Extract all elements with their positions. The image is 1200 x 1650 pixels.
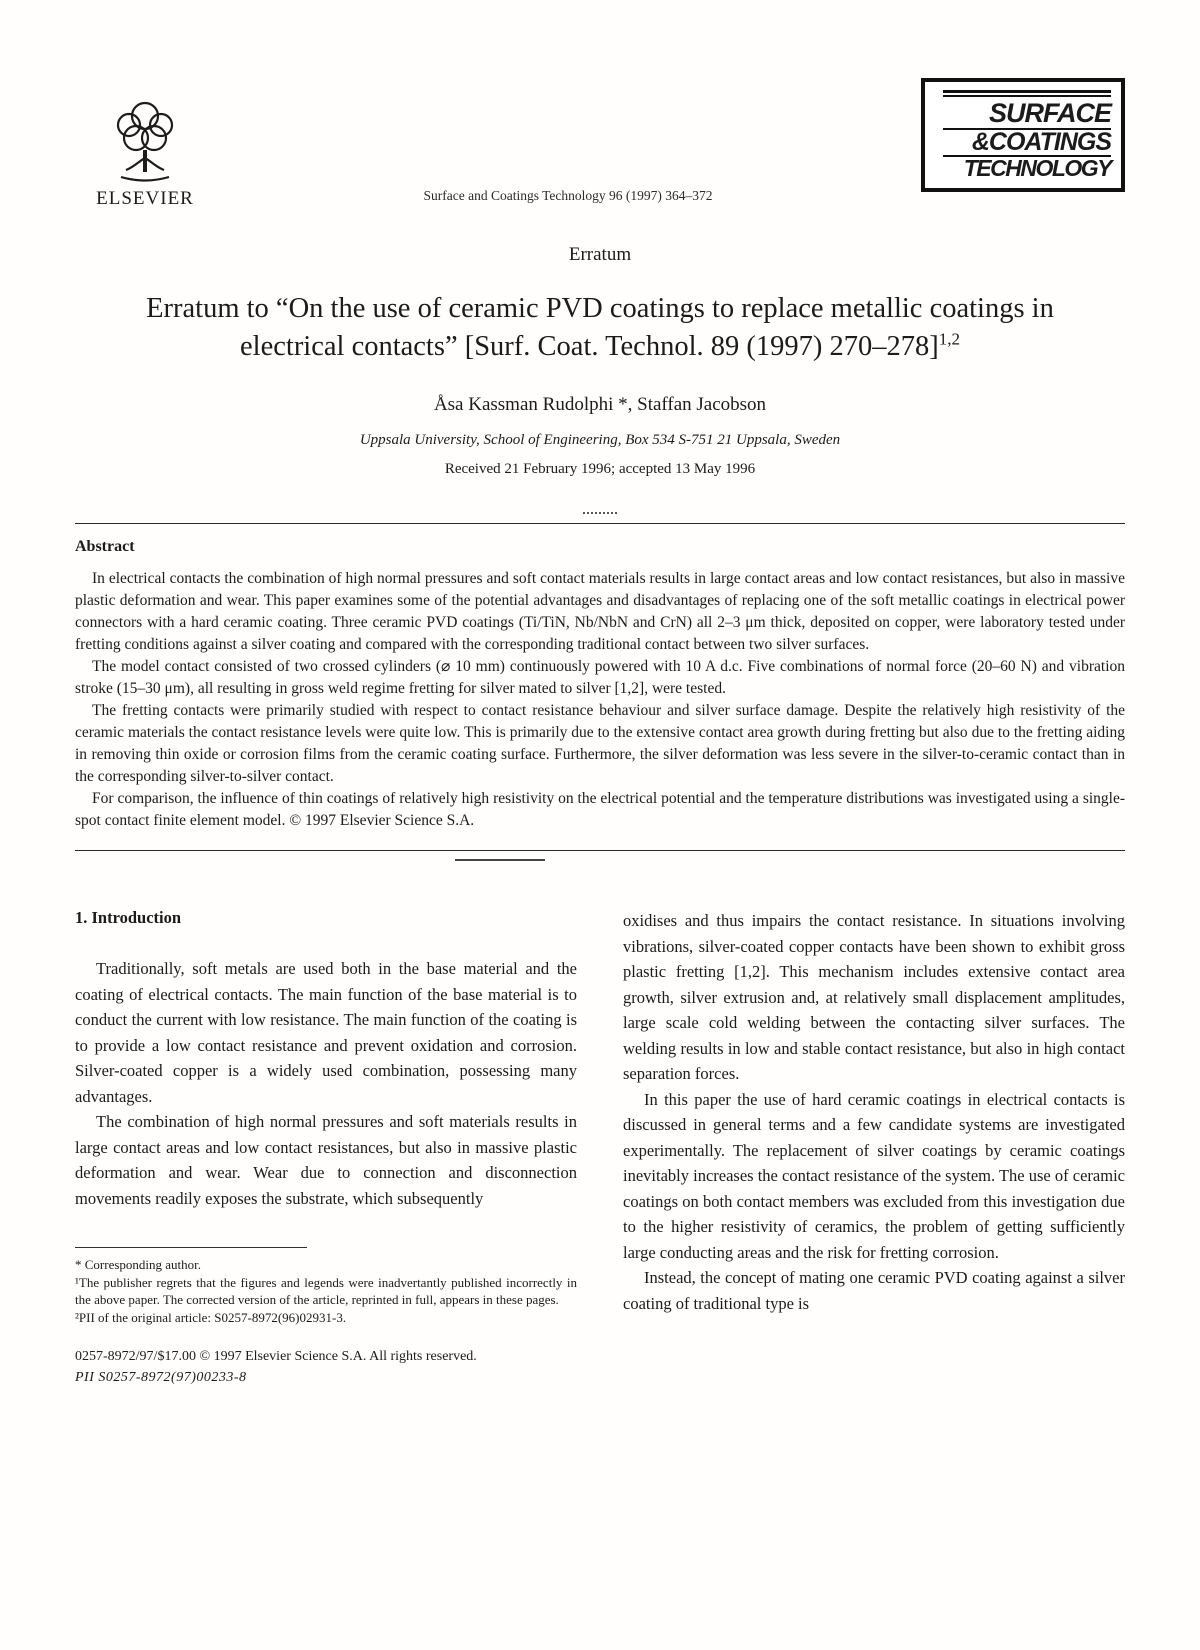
page-header	[75, 78, 1125, 210]
body-paragraph: Instead, the concept of mating one ceramic PVD coating against a silver coating of traditional type is	[623, 1268, 1125, 1313]
received-dates: Received 21 February 1996; accepted 13 May 1996	[444, 461, 756, 478]
article-title-text: Erratum to “On the use of ceramic PVD coatings to replace metallic coatings in electrical contacts” [Surf. Coat. Technol. 89 (1997) 270–278]	[146, 293, 1054, 363]
footnote-corresponding-author: * Corresponding author.	[75, 1257, 202, 1273]
body-paragraph: In this paper the use of hard ceramic coatings in electrical contacts is discussed in general terms and a few candidate systems are investigated experimentally. The replacement of silver coatings by ceramic coatings inevitably increases the contact resistance of the system. The use of ceramic coatings on both contact members was excluded from this investigation due to the higher resistivity of ceramics, the problem of getting sufficiently large conducting areas and the risk for fretting corrosion.	[623, 1089, 1125, 1262]
logo-line-technology: TECHNOLOGY	[963, 155, 1111, 182]
page-footer	[75, 1346, 1125, 1388]
logo-line-coatings: &COATINGS	[943, 130, 1111, 158]
footnote-original-pii: ²PII of the original article: S0257-8972(96)02931-3.	[75, 1309, 347, 1325]
body-paragraph: The combination of high normal pressures and soft materials results in large contact areas and low contact resistances, but also in massive plastic deformation and wear. Wear due to connection and disconnection movements readily exposes the substrate, which subsequently	[75, 1112, 577, 1208]
right-column	[623, 908, 1125, 1326]
pii-line: PII S0257-8972(97)00233-8	[75, 1370, 247, 1386]
title-superscript: 1,2	[938, 329, 960, 349]
erratum-label: Erratum	[568, 244, 632, 265]
abstract-paragraph: The model contact consisted of two crossed cylinders (⌀ 10 mm) continuously powered with 10 A d.c. Five combinations of normal force (20–60 N) and vibration stroke (15–30 μm), all resulting in gross weld regime fretting for silver mated to silver [1,2], were tested.	[75, 658, 1125, 698]
scan-artifact-mark	[583, 512, 617, 517]
body-columns	[75, 908, 1125, 1326]
elsevier-brand	[75, 96, 215, 210]
rule-above-abstract	[75, 523, 1125, 524]
scan-artifact-mark	[455, 859, 545, 864]
rule-below-abstract	[75, 850, 1125, 851]
footnote-rule	[75, 1247, 307, 1248]
abstract-section	[75, 538, 1125, 832]
authors: Åsa Kassman Rudolphi *, Staffan Jacobson	[433, 394, 767, 416]
abstract-paragraph: In electrical contacts the combination of high normal pressures and soft contact materials results in large contact areas and low contact resistances, but also in massive plastic deformation and wear. This paper examines some of the potential advantages and disadvantages of replacing one of the soft metallic coatings in electrical power connectors with a hard ceramic coating. Three ceramic PVD coatings (Ti/TiN, Nb/NbN and CrN) all 2–3 μm thick, deposited on copper, were laboratory tested under fretting conditions against a silver coating and compared with the corresponding traditional contact between two silver surfaces.	[75, 570, 1125, 654]
body-paragraph: Traditionally, soft metals are used both in the base material and the coating of electrical contacts. The main function of the base material is to conduct the current with low resistance. The main function of the coating is to provide a low contact resistance and prevent oxidation and corrosion. Silver-coated copper is a widely used combination, possessing many advantages.	[75, 959, 577, 1106]
publisher-name: ELSEVIER	[96, 188, 194, 209]
abstract-paragraph: For comparison, the influence of thin coatings of relatively high resistivity on the electrical potential and the temperature distributions was investigated using a single-spot contact finite element model. © 1997 Elsevier Science S.A.	[75, 790, 1125, 830]
journal-reference: Surface and Coatings Technology 96 (1997) 364–372	[423, 188, 713, 203]
abstract-heading: Abstract	[75, 538, 135, 556]
logo-line-surface: SURFACE	[943, 100, 1111, 130]
footnotes	[75, 1211, 577, 1326]
abstract-paragraph: The fretting contacts were primarily studied with respect to contact resistance behaviour and silver surface damage. Despite the relatively high resistivity of the ceramic materials the contact resistance levels were quite low. This is primarily due to the extensive contact area growth during fretting but also due to the fretting aiding in removing thin oxide or corrosion films from the ceramic coating surface. Furthermore, the silver deformation was less severe in the silver-to-ceramic contact than in the corresponding silver-to-silver contact.	[75, 702, 1125, 786]
logo-bars	[943, 90, 1111, 97]
body-paragraph: oxidises and thus impairs the contact resistance. In situations involving vibrations, silver-coated copper contacts have been shown to exhibit gross plastic fretting [1,2]. This mechanism includes extensive contact area growth, silver extrusion and, at relatively small displacement amplitudes, large scale cold welding between the contacting silver surfaces. The welding results in low and stable contact resistance, but also in high contact separation forces.	[623, 911, 1125, 1084]
affiliation: Uppsala University, School of Engineering, Box 534 S-751 21 Uppsala, Sweden	[359, 432, 841, 449]
journal-logo	[921, 78, 1125, 192]
elsevier-tree-icon	[75, 96, 215, 186]
footnote-publisher-note: ¹The publisher regrets that the figures and legends were inadvertantly published incorrectly in the above paper. The corrected version of the article, reprinted in full, appears in these pages.	[75, 1274, 577, 1308]
article-title	[120, 290, 1080, 366]
left-column	[75, 908, 577, 1326]
introduction-heading: 1. Introduction	[75, 908, 182, 928]
title-block	[75, 244, 1125, 478]
copyright-line: 0257-8972/97/$17.00 © 1997 Elsevier Science S.A. All rights reserved.	[75, 1349, 477, 1365]
